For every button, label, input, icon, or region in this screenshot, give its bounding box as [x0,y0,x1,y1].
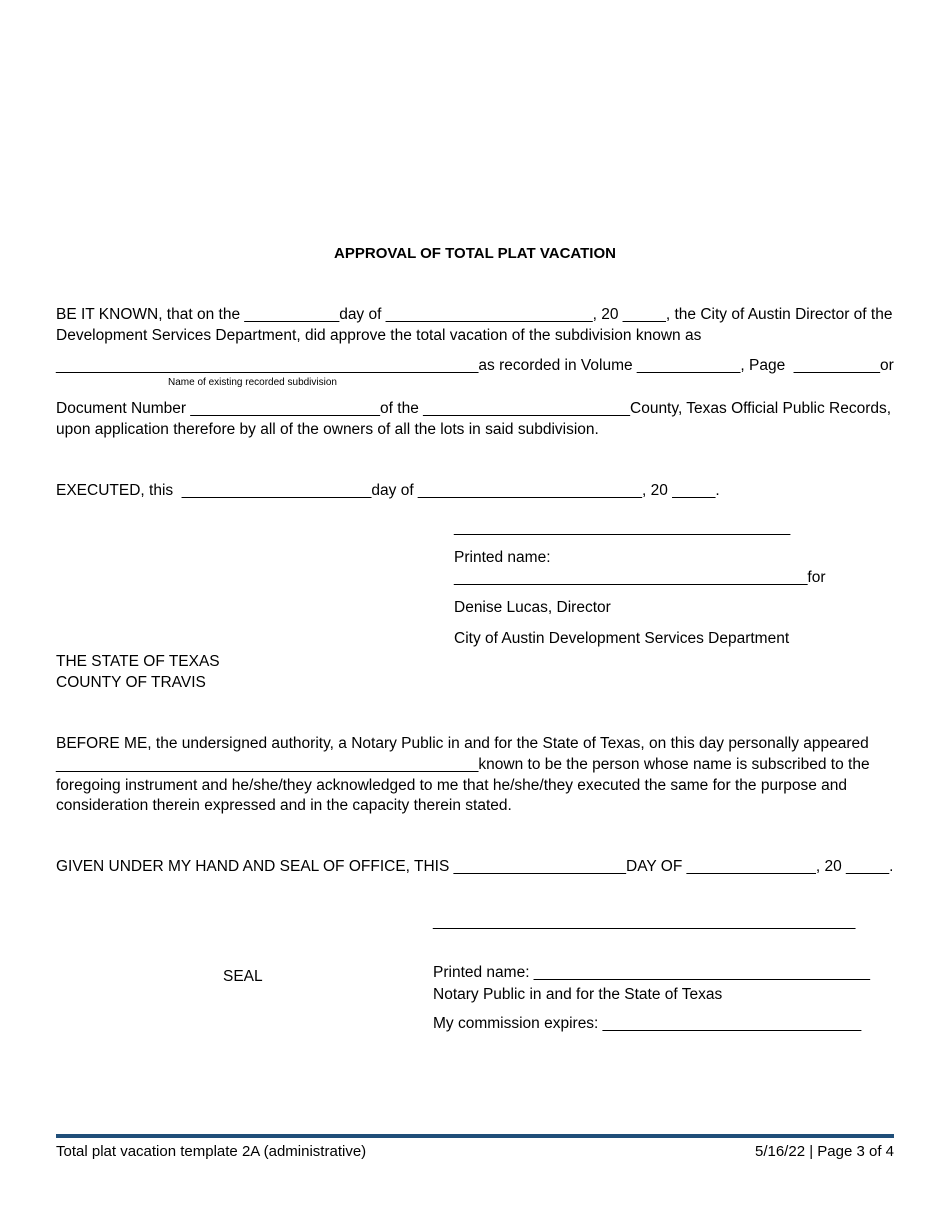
be-it-known-line-5: upon application therefore by all of the owners of all the lots in said subdivision. [56,421,599,438]
subdivision-caption: Name of existing recorded subdivision [168,377,337,388]
notary-printed-name: Printed name: _______________________________________ [433,964,870,981]
footer-page-number: 5/16/22 | Page 3 of 4 [754,1143,894,1160]
director-name: Denise Lucas, Director [454,599,611,616]
notary-paragraph-line-3: foregoing instrument and he/she/they acknowledged to me that he/she/they executed the same for the purpose and [56,777,848,794]
notary-paragraph-line-1: BEFORE ME, the undersigned authority, a Notary Public in and for the State of Texas, on this day personally appeared [56,735,869,752]
page-title: APPROVAL OF TOTAL PLAT VACATION [334,245,616,262]
document-number-line: Document Number ______________________of the ________________________County, Texas Official Public Records, [56,400,892,417]
footer-rule [56,1134,894,1138]
subdivision-line: _________________________________________________as recorded in Volume ____________, Page __________or [56,357,894,374]
be-it-known-line-1: BE IT KNOWN, that on the ___________day of ________________________, 20 _____, the City of Austin Director of the [56,306,893,323]
seal-label: SEAL [223,968,263,985]
given-under-hand-line: GIVEN UNDER MY HAND AND SEAL OF OFFICE, THIS ____________________DAY OF _______________, 20 _____. [56,858,894,875]
notary-paragraph-line-2: _________________________________________________known to be the person whose name is subscribed to the [56,756,870,773]
director-signature-line: _______________________________________ [454,519,791,536]
be-it-known-line-2: Development Services Department, did approve the total vacation of the subdivision known as [56,327,702,344]
notary-paragraph-line-4: consideration therein expressed and in the capacity therein stated. [56,797,512,814]
venue-state: THE STATE OF TEXAS [56,653,220,670]
notary-title: Notary Public in and for the State of Texas [433,986,723,1003]
commission-expires: My commission expires: ______________________________ [433,1015,862,1032]
director-printed-name-label: Printed name: [454,549,551,566]
footer-template-name: Total plat vacation template 2A (administrative) [56,1143,367,1160]
director-department: City of Austin Development Services Department [454,630,790,647]
notary-signature-line: _________________________________________________ [433,913,856,930]
director-printed-name-line: _________________________________________for [454,569,826,586]
executed-line: EXECUTED, this ______________________day of __________________________, 20 _____. [56,482,720,499]
venue-county: COUNTY OF TRAVIS [56,674,206,691]
